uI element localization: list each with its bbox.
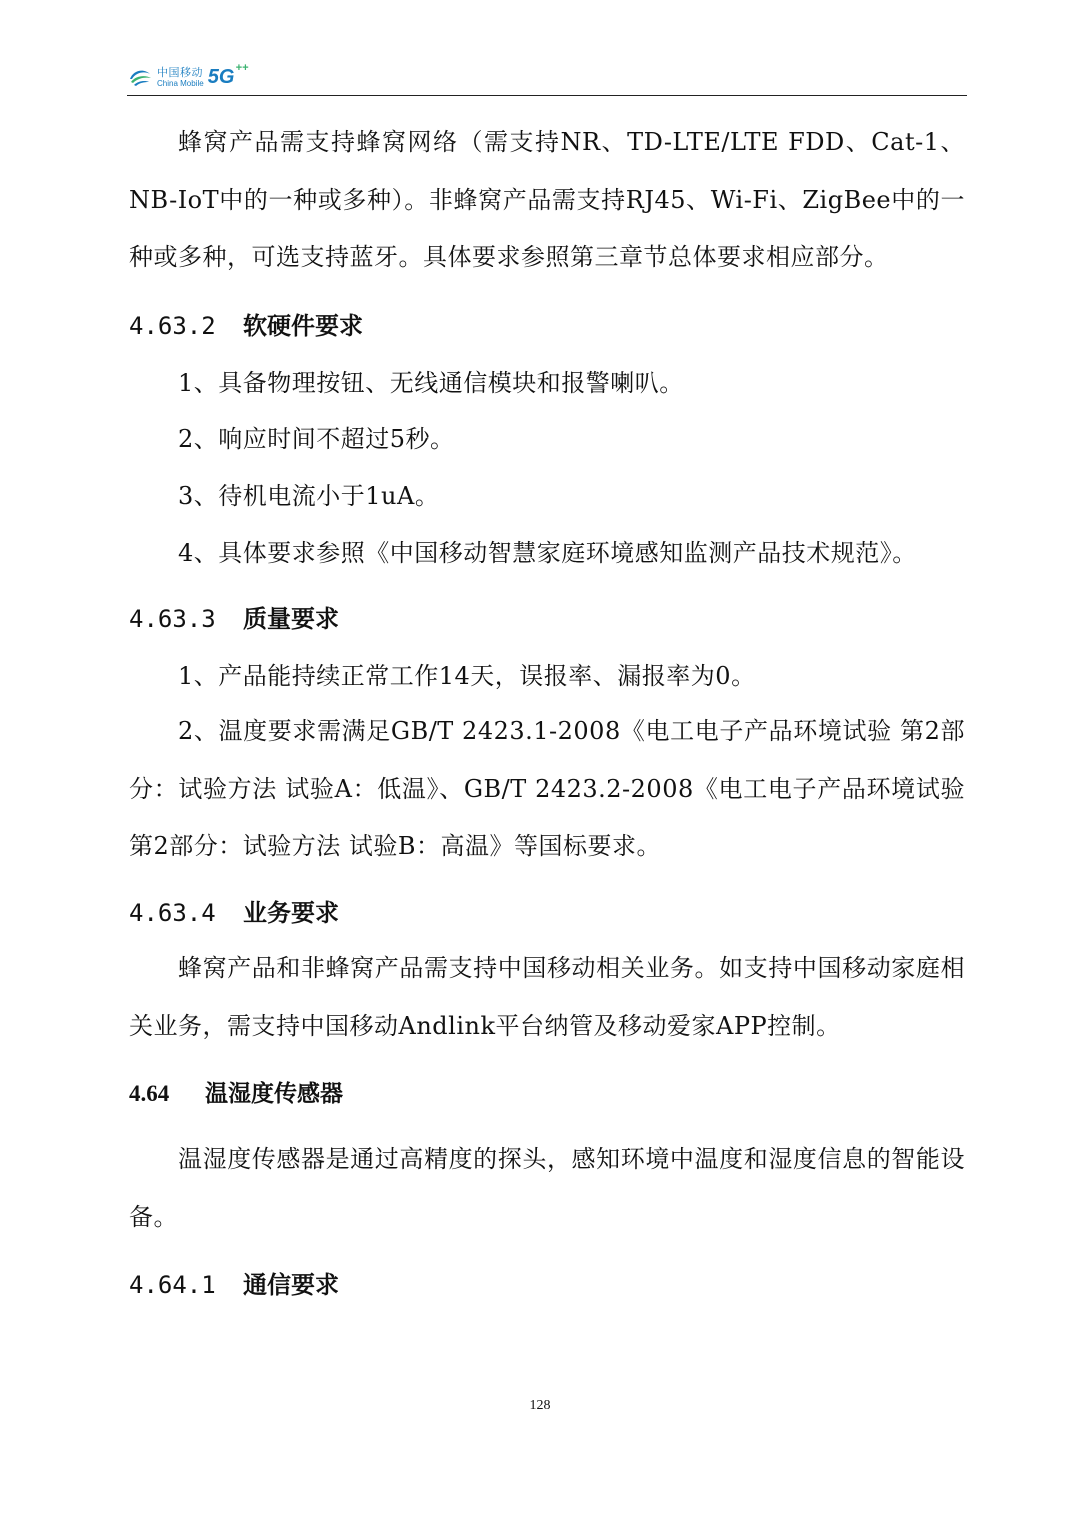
list-item: 3、待机电流小于1uA。 (178, 482, 440, 510)
heading-4-63-2 (129, 310, 965, 342)
page-header (127, 58, 967, 96)
heading-title: 软硬件要求 (243, 311, 363, 340)
paragraph-sensor-intro: 温湿度传感器是通过高精度的探头，感知环境中温度和湿度信息的智能设备。 (129, 1145, 965, 1231)
heading-4-64-1 (129, 1269, 965, 1301)
logo-english-name: China Mobile (157, 78, 204, 88)
heading-4-63-3 (129, 603, 965, 635)
heading-title: 通信要求 (243, 1270, 339, 1299)
heading-number: 4.64 (129, 1081, 170, 1106)
paragraph-temperature-standard: 2、温度要求需满足GB/T 2423.1-2008《电工电子产品环境试验 第2部分：试验方法 试验A：低温》、GB/T 2423.2-2008《电工电子产品环境试验 第2部分：试验方法 试验B：高温》等国标要求。 (129, 717, 965, 860)
paragraph-communication: 蜂窝产品需支持蜂窝网络（需支持NR、TD-LTE/LTE FDD、Cat-1、NB-IoT中的一种或多种）。非蜂窝产品需支持RJ45、Wi-Fi、ZigBee中的一种或多种，可选支持蓝牙。具体要求参照第三章节总体要求相应部分。 (129, 128, 965, 271)
logo-5g-plus: ++ (235, 61, 249, 74)
heading-number: 4.63.4 (129, 899, 216, 927)
heading-title: 温湿度传感器 (205, 1080, 343, 1107)
logo-chinese-name: 中国移动 (157, 65, 203, 79)
list-item: 2、响应时间不超过5秒。 (178, 425, 455, 453)
heading-number: 4.64.1 (129, 1271, 216, 1299)
china-mobile-logo (127, 60, 249, 94)
logo-5g-mark (207, 61, 249, 89)
list-item: 4、具体要求参照《中国移动智慧家庭环境感知监测产品技术规范》。 (178, 539, 917, 567)
list-item: 1、产品能持续正常工作14天，误报率、漏报率为0。 (178, 662, 756, 690)
heading-title: 业务要求 (243, 898, 339, 927)
paragraph-business: 蜂窝产品和非蜂窝产品需支持中国移动相关业务。如支持中国移动家庭相关业务，需支持中国移动Andlink平台纳管及移动爱家APP控制。 (129, 954, 965, 1040)
heading-number: 4.63.2 (129, 312, 216, 340)
header-divider (127, 95, 967, 96)
heading-4-63-4 (129, 897, 965, 929)
list-item: 1、具备物理按钮、无线通信模块和报警喇叭。 (178, 369, 684, 397)
china-mobile-logo-icon (127, 66, 153, 88)
heading-title: 质量要求 (243, 604, 339, 633)
page-number: 128 (529, 1398, 551, 1413)
heading-number: 4.63.3 (129, 605, 216, 633)
heading-4-64 (129, 1078, 965, 1110)
logo-5g-text: 5G (207, 65, 235, 88)
